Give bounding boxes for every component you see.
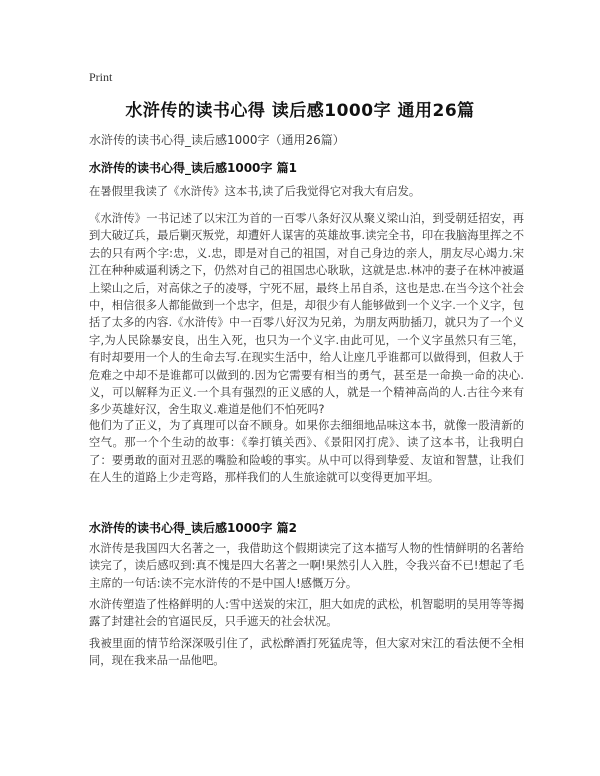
paragraph: 《水浒传》一书记述了以宋江为首的一百零八条好汉从聚义梁山泊，到受朝廷招安，再到大破辽兵，最后剿灭叛党，却遭奸人谋害的英雄故事.读完全书，印在我脑海里挥之不去的只有两个字:忠，义.忠，即是对自己的祖国，对自己身边的亲人，朋友尽心竭力.宋江在种种威逼利诱之下，仍然对自己的祖国忠心耿耿，这就是忠.林冲的妻子在林冲被逼上梁山之后，对高俅之子的凌辱，宁死不屈，最终上吊自杀，这也是忠.在当今这个社会中，相信很多人都能做到一个忠字，但是，却很少有人能够做到一个义字.一个义字，包括了太多的内容.《水浒传》中一百零八好汉为兄弟，为朋友两肋插刀，就只为了一个义字,为人民除暴安良，出生入死，也只为一个义字.由此可见，一个义字虽然只有三笔，有时却要用一个人的生命去写.在现实生活中，给人让座几乎谁都可以做得到，但救人于危难之中却不是谁都可以做到的.因为它需要有相当的勇气，甚至是一命换一命的决心.义，可以解释为正义.一个具有强烈的正义感的人，就是一个精神高尚的人.古往今来有多少英雄好汉，舍生取义.难道是他们不怕死吗? — [89, 212, 524, 417]
paragraph: 水浒传塑造了性格鲜明的人:雪中送炭的宋江，胆大如虎的武松，机智聪明的吴用等等揭露了封建社会的官逼民反，只手遮天的社会状况。 — [89, 598, 524, 629]
paragraph: 我被里面的情节给深深吸引住了，武松醉酒打死猛虎等，但大家对宋江的看法便不全相同，现在我来品一品他吧。 — [89, 637, 524, 668]
print-label: Print — [89, 70, 113, 84]
paragraph: 水浒传是我国四大名著之一，我借助这个假期读完了这本描写人物的性情鲜明的名著给读完了，读后感叹到:真不愧是四大名著之一啊!果然引人入胜，令我兴奋不已!想起了毛主席的一句话:读不完水浒传的不是中国人!感慨万分。 — [89, 542, 524, 590]
paragraph: 在暑假里我读了《水浒传》这本书,读了后我觉得它对我大有启发。 — [89, 185, 421, 198]
section-heading: 水浒传的读书心得_读后感1000字 篇1 — [89, 161, 297, 175]
paragraph: 他们为了正义，为了真理可以奋不顾身。如果你去细细地品味这本书，就像一股清新的空气。那一个个生动的故事：《拳打镇关西》、《景阳冈打虎》、读了这本书，让我明白了：要勇敢的面对丑恶的嘴脸和险峻的事实。从中可以得到挚爱、友谊和智慧，让我们在人生的道路上少走弯路，那样我们的人生旅途就可以变得更加平坦。 — [89, 419, 524, 485]
page-title: 水浒传的读书心得 读后感1000字 通用26篇 — [125, 101, 475, 121]
page-subtitle: 水浒传的读书心得_读后感1000字（通用26篇） — [89, 133, 345, 147]
section-heading: 水浒传的读书心得_读后感1000字 篇2 — [89, 521, 297, 535]
